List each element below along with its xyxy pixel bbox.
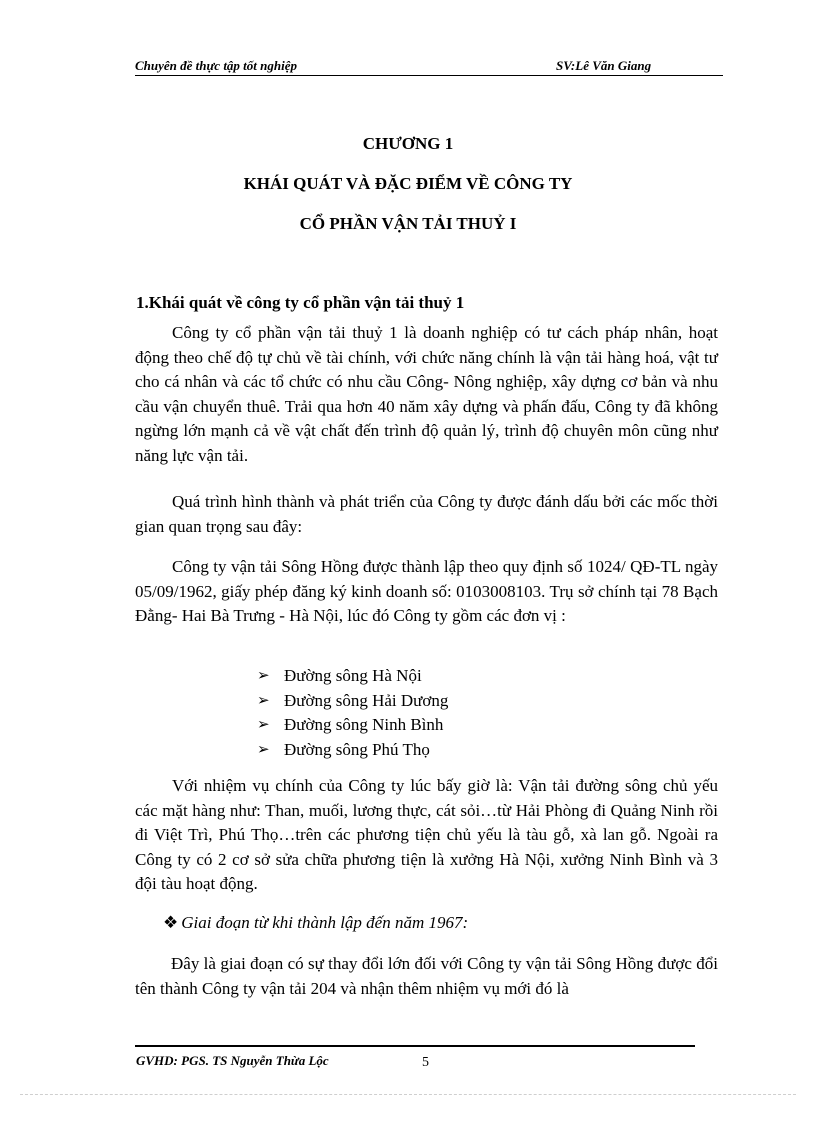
footer-supervisor: GVHD: PGS. TS Nguyễn Thừa Lộc <box>136 1053 329 1068</box>
section-title: 1.Khái quát về công ty cổ phần vận tải thuỷ 1 <box>136 293 465 312</box>
chapter-title-line-2: CỔ PHẦN VẬN TẢI THUỶ I <box>299 214 517 233</box>
arrow-bullet-icon: ➢ <box>257 668 270 684</box>
arrow-bullet-icon: ➢ <box>257 692 270 709</box>
diamond-bullet-icon: ❖ <box>163 913 179 932</box>
list-item: ➢ Đường sông Hải Dương <box>257 689 448 714</box>
header-document-title: Chuyên đề thực tập tốt nghiệp <box>135 58 297 73</box>
page-break-line <box>20 1094 796 1095</box>
footer-divider <box>135 1045 695 1047</box>
paragraph-2: Quá trình hình thành và phát triển của Công ty được đánh dấu bởi các mốc thời gian quan trọng sau đây: <box>135 492 718 536</box>
paragraph-1: Công ty cổ phần vận tải thuỷ 1 là doanh nghiệp có tư cách pháp nhân, hoạt động theo chế độ tự chủ về tài chính, với chức năng chính là vận tải hàng hoá, vật tư cho cá nhân và các tổ chức có nhu cầu Công- Nông nghiệp, xây dựng cơ bản và nhu cầu vận chuyển thuê. Trải qua hơn 40 năm xây dựng và phấn đấu, Công ty đã không ngừng lớn mạnh cả về vật chất đến trình độ quản lý, trình độ chuyên môn cũng như năng lực vận tải. <box>135 323 718 465</box>
unit-list <box>257 664 448 762</box>
chapter-number: CHƯƠNG 1 <box>362 134 454 153</box>
list-item: ➢ Đường sông Hà Nội <box>257 664 448 689</box>
page-number: 5 <box>422 1055 429 1070</box>
header-student-name: SV:Lê Văn Giang <box>556 58 652 73</box>
period-subheading: ❖ Giai đoạn từ khi thành lập đến năm 1967: <box>163 913 469 932</box>
page-header <box>135 57 723 76</box>
paragraph-4: Với nhiệm vụ chính của Công ty lúc bấy giờ là: Vận tải đường sông chủ yếu các mặt hàng như: Than, muối, lương thực, cát sỏi…từ Hải Phòng đi Quảng Ninh rồi đi Việt Trì, Phú Thọ…trên các phương tiện chủ yếu là tàu gỗ, xà lan gỗ. Ngoài ra Công ty có 2 cơ sở sửa chữa phương tiện là xưởng Hà Nội, xưởng Ninh Bình và 3 đội tàu hoạt động. <box>135 776 718 893</box>
paragraph-3: Công ty vận tải Sông Hồng được thành lập theo quy định số 1024/ QĐ-TL ngày 05/09/1962, giấy phép đăng ký kinh doanh số: 0103008103. Trụ sở chính tại 78 Bạch Đằng- Hai Bà Trưng - Hà Nội, lúc đó Công ty gồm các đơn vị : <box>135 557 718 625</box>
arrow-bullet-icon: ➢ <box>257 741 270 758</box>
list-item: ➢ Đường sông Phú Thọ <box>257 738 448 763</box>
list-item: ➢ Đường sông Ninh Bình <box>257 713 448 738</box>
chapter-title-line-1: KHÁI QUÁT VÀ ĐẶC ĐIỂM VỀ CÔNG TY <box>243 174 573 193</box>
arrow-bullet-icon: ➢ <box>257 717 270 733</box>
paragraph-5: Đây là giai đoạn có sự thay đổi lớn đối với Công ty vận tải Sông Hồng được đổi tên thành Công ty vận tải 204 và nhận thêm nhiệm vụ mới đó là <box>135 954 718 998</box>
